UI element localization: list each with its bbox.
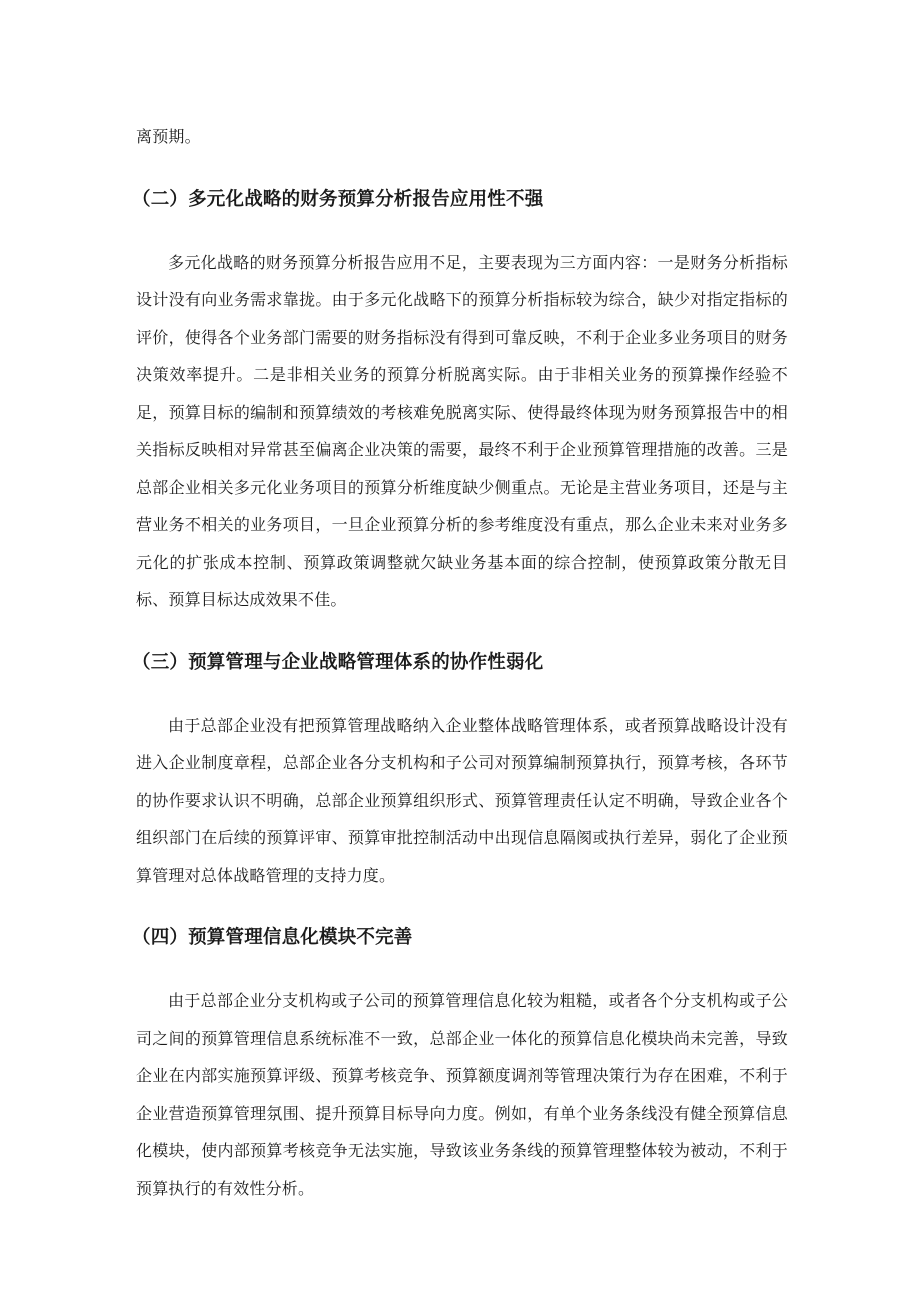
document-body <box>132 118 788 1207</box>
continuation-text: 离预期。 <box>136 127 201 146</box>
section-heading-4: （四）预算管理信息化模块不完善 <box>132 927 413 948</box>
spacer <box>136 156 788 180</box>
section-body-4: 由于总部企业分支机构或子公司的预算管理信息化较为粗糙，或者各个分支机构或子公司之间的预算管理信息系统标准不一致，总部企业一体化的预算信息化模块尚未完善，导致企业在内部实施预算评级、预算考核竞争、预算额度调剂等管理决策行为存在困难，不利于企业营造预算管理氛围、提升预算目标导向力度。例如，有单个业务条线没有健全预算信息化模块，使内部预算考核竞争无法实施，导致该业务条线的预算管理整体较为被动，不利于预算执行的有效性分析。 <box>136 991 788 1198</box>
spacer <box>136 958 788 982</box>
section-body-2: 多元化战略的财务预算分析报告应用不足，主要表现为三方面内容：一是财务分析指标设计没有向业务需求靠拢。由于多元化战略下的预算分析指标较为综合，缺少对指定指标的评价，使得各个业务部门需要的财务指标没有得到可靠反映，不利于企业多业务项目的财务决策效率提升。二是非相关业务的预算分析脱离实际。由于非相关业务的预算操作经验不足，预算目标的编制和预算绩效的考核难免脱离实际、使得最终体现为财务预算报告中的相关指标反映相对异常甚至偏离企业决策的需要，最终不利于企业预算管理措施的改善。三是总部企业相关多元化业务项目的预算分析维度缺少侧重点。无论是主营业务项目，还是与主营业务不相关的业务项目，一旦企业预算分析的参考维度没有重点，那么企业未来对业务多元化的扩张成本控制、预算政策调整就欠缺业务基本面的综合控制，使预算政策分散无目标、预算目标达成效果不佳。 <box>136 252 788 609</box>
spacer <box>136 619 788 643</box>
spacer <box>136 220 788 244</box>
section-body-3: 由于总部企业没有把预算管理战略纳入企业整体战略管理体系，或者预算战略设计没有进入企业制度章程，总部企业各分支机构和子公司对预算编制预算执行，预算考核，各环节的协作要求认识不明确，总部企业预算组织形式、预算管理责任认定不明确，导致企业各个组织部门在后续的预算评审、预算审批控制活动中出现信息隔阂或执行差异，弱化了企业预算管理对总体战略管理的支持力度。 <box>136 715 788 885</box>
spacer <box>136 683 788 707</box>
section-heading-2: （二）多元化战略的财务预算分析报告应用性不强 <box>132 188 544 210</box>
section-heading-3: （三）预算管理与企业战略管理体系的协作性弱化 <box>132 651 544 673</box>
spacer <box>136 894 788 918</box>
